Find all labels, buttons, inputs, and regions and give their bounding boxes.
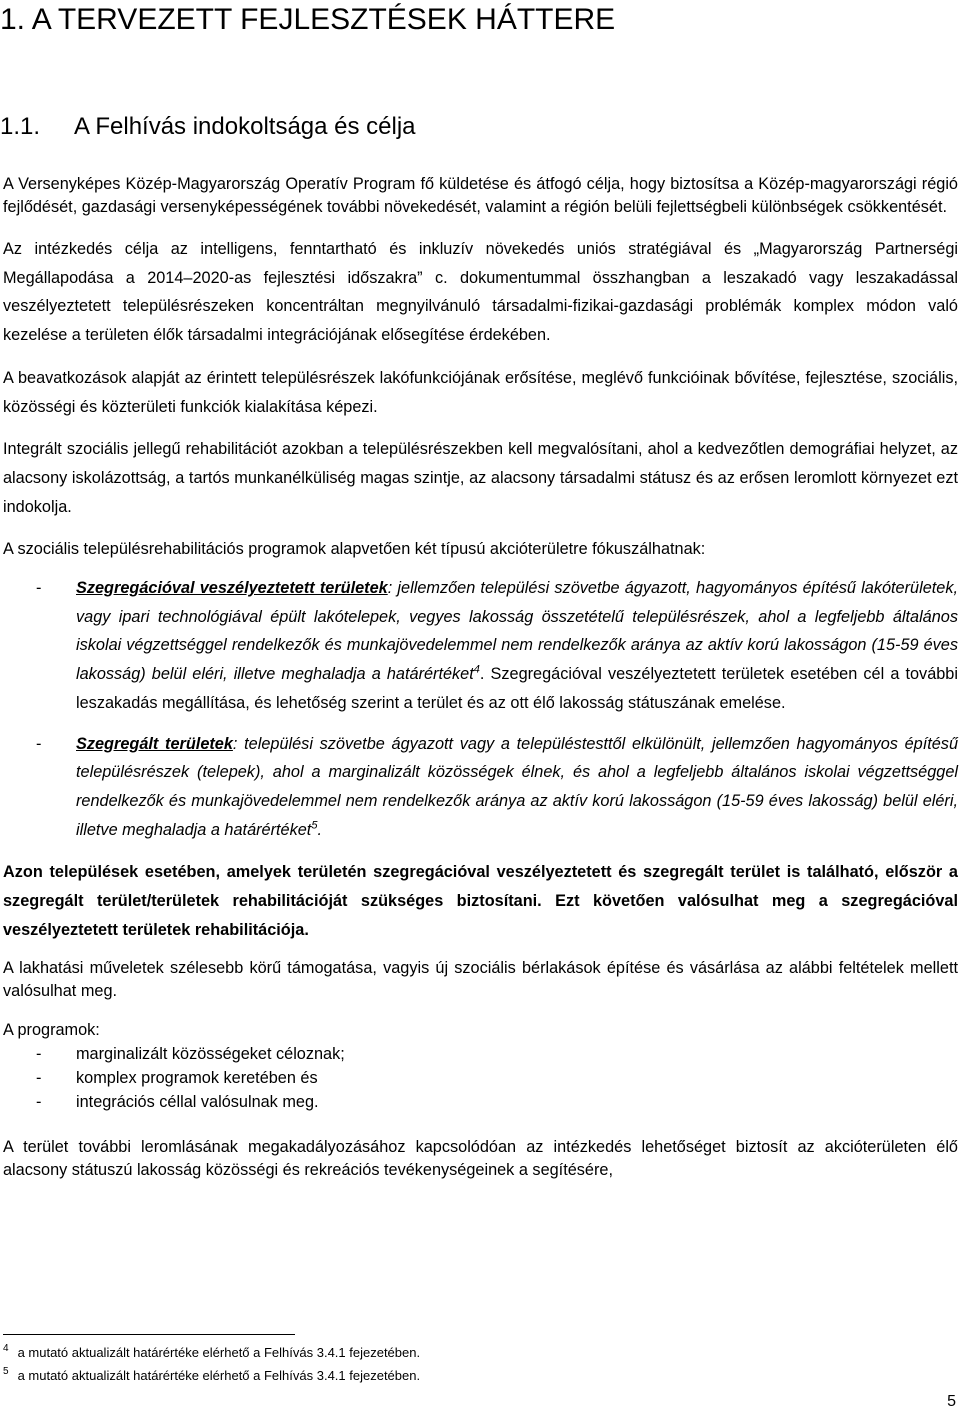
list-dash: - (36, 579, 42, 598)
section-heading (0, 110, 416, 144)
list-item-text: integrációs céllal valósulnak meg. (76, 1093, 319, 1112)
term-segregated-areas: Szegregált területek (76, 734, 233, 753)
paragraph-measure-goal: Az intézkedés célja az intelligens, fenntartható és inkluzív növekedés uniós stratégiával és „Magyarország Partnerségi Megállapodása a 2014–2020-as fejlesztési időszakra” c. dokumentummal összhangban a leszakadó vagy leszakadással veszélyeztetett településrészeken koncentráltan megnyilvánuló társadalmi-fizikai-gazdasági problémák komplex módon való kezelése a területen élők társadalmi integrációjának elősegítése érdekében. (3, 240, 958, 345)
paragraph-interventions: A beavatkozások alapját az érintett településrészek lakófunkciójának erősítése, meglévő funkcióinak bővítése, fejlesztése, szociális, közösségi és közterületi funkciók kialakítása képezi. (3, 368, 958, 416)
footnote-4 (3, 1345, 420, 1361)
definition-text-continued: . Szegregációval veszélyeztetett területek esetében cél a további leszakadás megállítása, és lehetőség szerint a terület és az ott élő lakosság státuszának emelése. (76, 665, 958, 712)
footnote-number: 5 (3, 1366, 9, 1377)
footnote-ref-4: 4 (473, 663, 480, 676)
list-dash: - (36, 734, 42, 753)
list-item-text: marginalizált közösségeket céloznak; (76, 1045, 345, 1064)
body-text (3, 173, 958, 1198)
programs-list (3, 1042, 958, 1114)
footnote-number: 4 (3, 1343, 9, 1354)
paragraph-integrated-rehabilitation: Integrált szociális jellegű rehabilitációt azokban a településrészekben kell megvalósítani, ahol a kedvezőtlen demográfiai helyzet, az alacsony iskolázottság, a tartós munkanélküliség magas szintje, az alacsony társadalmi státusz és az erősen leromlott környezet ezt indokolja. (3, 440, 958, 516)
term-endangered-areas: Szegregációval veszélyeztetett területek (76, 579, 388, 598)
list-item-segregated-areas (3, 730, 958, 845)
paragraph-housing: A lakhatási műveletek szélesebb körű támogatása, vagyis új szociális bérlakások építése és vásárlása az alábbi feltételek mellett valósulhat meg. (3, 959, 958, 1001)
paragraph-action-area-types: A szociális településrehabilitációs programok alapvetően két típusú akcióterületre fókuszálhatnak: (3, 540, 706, 559)
footnote-text: a mutató aktualizált határértéke elérhető a Felhívás 3.4.1 fejezetében. (17, 1368, 421, 1383)
definition-text: : települési szövetbe ágyazott vagy a településtesttől elkülönült, jellemzően hagyományos építésű településrészek (telepek), ahol a marginalizált közösségek élnek, és ahol a legfeljebb általános iskolai végzettséggel rendelkezők és munkajövedelemmel nem rendelkezők aránya az aktív korú lakosságon (15-59 éves lakosság) belül eléri, illetve meghaladja a határértéket (76, 734, 959, 839)
list-item (3, 1042, 958, 1066)
list-dash: - (36, 1069, 42, 1088)
definition-text-end: . (317, 820, 322, 839)
chapter-heading: 1. A TERVEZETT FEJLESZTÉSEK HÁTTERE (0, 3, 616, 36)
footnote-separator (3, 1334, 295, 1335)
paragraph-program-mission: A Versenyképes Közép-Magyarország Operatív Program fő küldetése és átfogó célja, hogy biztosítsa a Közép-magyarországi régió fejlődését, gazdasági versenyképességének további növekedését, valamint a régión belüli fejlettségbeli különbségek csökkentését. (3, 175, 958, 216)
section-number: 1.1. (0, 113, 41, 140)
list-item (3, 1066, 958, 1090)
paragraph-area-deterioration: A terület további leromlásának megakadályozásához kapcsolódóan az intézkedés lehetőséget biztosít az akcióterületen élő alacsony státuszú lakosság közösségi és rekreációs tevékenységeinek a segítésére, (3, 1138, 958, 1180)
list-item-text: komplex programok keretében és (76, 1069, 318, 1088)
programs-intro: A programok: (3, 1021, 100, 1040)
page-number: 5 (947, 1393, 956, 1410)
footnote-5 (3, 1368, 420, 1384)
footnote-ref-5: 5 (311, 819, 318, 832)
definition-text: : jellemzően települési szövetbe ágyazott, hagyományos építésű lakóterületek, vagy ipari technológiával épült lakótelepek, vegyes lakosság összetételű településrészek, ahol a legfeljebb általános iskolai végzettséggel rendelkezők és munkajövedelemmel nem rendelkezők aránya az aktív korú lakosságon (15-59 éves lakosság) belül eléri, illetve meghaladja a határértéket (76, 579, 958, 684)
paragraph-priority-bold: Azon települések esetében, amelyek területén szegregációval veszélyeztetett és szegregált terület is található, először a szegregált terület/területek rehabilitációját szükséges biztosítani. Ezt követően valósulhat meg a szegregációval veszélyeztetett területek rehabilitációja. (3, 863, 958, 940)
list-dash: - (36, 1093, 42, 1112)
section-title: A Felhívás indokoltsága és célja (74, 113, 416, 140)
list-item (3, 1090, 958, 1114)
list-item-endangered-areas (3, 574, 958, 718)
action-area-list (3, 574, 958, 844)
list-dash: - (36, 1045, 42, 1064)
footnote-text: a mutató aktualizált határértéke elérhető a Felhívás 3.4.1 fejezetében. (17, 1345, 421, 1360)
